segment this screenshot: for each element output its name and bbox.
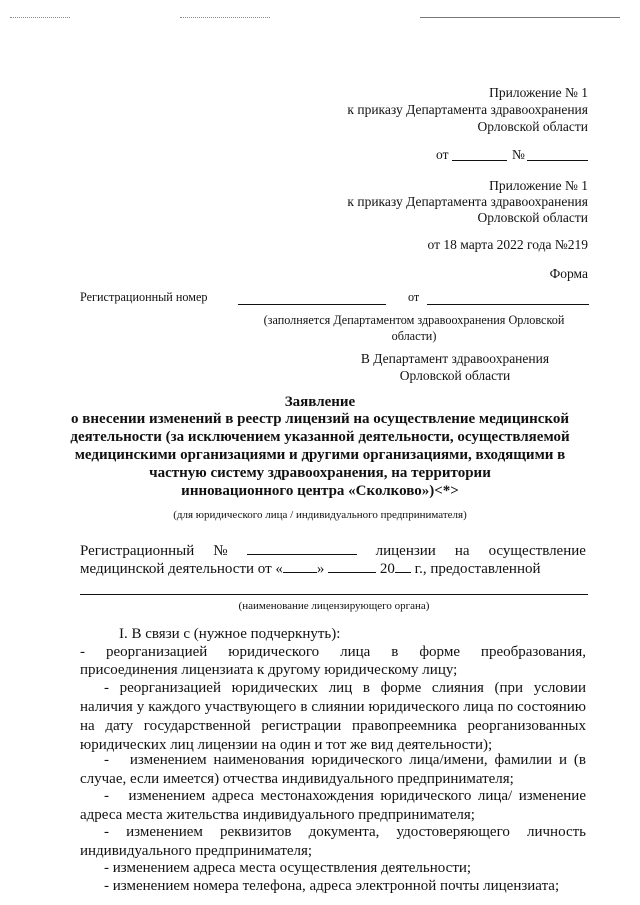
license-quote: »: [316, 561, 325, 577]
addressee-line-2: Орловской области: [399, 368, 511, 383]
appendix-date-line: [452, 160, 507, 161]
license-word: Регистрационный: [80, 543, 195, 559]
list-item: - изменением номера телефона, адреса электронной почты лицензиата;: [104, 878, 560, 894]
appendix-line-2: к приказу Департамента здравоохранения: [347, 102, 588, 117]
licensing-authority-note: (наименование лицензирующего органа): [238, 600, 430, 612]
scan-artifact: [420, 17, 620, 18]
license-number-label: №: [213, 543, 228, 559]
document-title-line: частную систему здравоохранения, на территории: [149, 465, 491, 481]
appendix-from-label: от: [436, 147, 449, 162]
license-month-field[interactable]: [328, 560, 376, 573]
document-title: Заявление: [284, 394, 356, 410]
reg-number-line: [238, 304, 386, 305]
reg-note: (заполняется Департаментом здравоохранения Орловской: [263, 313, 565, 327]
reg-number-label: Регистрационный номер: [80, 290, 208, 304]
list-item: - реорганизацией юридических лиц в форме слияния (при условии наличия у каждого участвующего в слиянии юридического лица по состоянию на дату государственной регистрации правопреемника реорганизованных юридических лиц лицензии на один и тот же вид деятельности);: [80, 680, 586, 753]
appendix-date: от 18 марта 2022 года №219: [427, 237, 588, 252]
appendix-line-3: Орловской области: [477, 119, 588, 134]
list-item-cont: присоединения лицензиата к другому юридическому лицу;: [80, 662, 458, 678]
license-year-prefix: 20: [379, 561, 395, 577]
document-title-line: о внесении изменений в реестр лицензий на осуществление медицинской: [70, 411, 569, 427]
license-word: на: [454, 543, 470, 559]
appendix-title-1: Приложение № 1: [489, 85, 588, 100]
license-word: осуществление: [488, 543, 586, 559]
scan-artifact: [180, 17, 270, 18]
document-title-line: медицинскими организациями и другими организациями, входящими в: [74, 447, 566, 463]
list-item: - изменением адреса места осуществления деятельности;: [104, 860, 472, 876]
scan-artifact: [10, 17, 70, 18]
reg-from-label: от: [408, 290, 420, 304]
applicant-type-note: (для юридического лица / индивидуального предпринимателя): [173, 509, 467, 521]
appendix-title-2: Приложение № 1: [489, 178, 588, 193]
document-title-line: инновационного центра «Сколково»)<*>: [181, 483, 459, 499]
license-granted-label: г., предоставленной: [410, 561, 541, 577]
list-item: - реорганизацией юридического лица в форме преобразования,: [80, 644, 586, 660]
appendix-line-3b: Орловской области: [477, 210, 588, 225]
appendix-number-label: №: [512, 147, 525, 162]
license-year-field[interactable]: [395, 560, 411, 573]
section-heading: I. В связи с (нужное подчеркнуть):: [119, 626, 341, 642]
licensing-authority-line: [80, 594, 588, 595]
reg-date-line: [427, 304, 589, 305]
license-line-1: [80, 542, 586, 561]
list-item: - изменением реквизитов документа, удостоверяющего личность индивидуального предпринимателя;: [80, 824, 590, 859]
appendix-line-2b: к приказу Департамента здравоохранения: [347, 194, 588, 209]
license-date-label: медицинской деятельности от «: [80, 561, 283, 577]
list-item: - изменением адреса местонахождения юридического лица/ изменение адреса места жительства индивидуального предпринимателя;: [80, 788, 590, 823]
license-day-field[interactable]: [283, 560, 317, 573]
license-word: лицензии: [375, 543, 436, 559]
appendix-number-line: [527, 160, 588, 161]
list-item: - изменением наименования юридического лица/имени, фамилии и (в случае, если имеется) отчества индивидуального предпринимателя;: [80, 752, 590, 787]
license-number-field[interactable]: [247, 542, 357, 555]
license-line-2: [80, 560, 586, 579]
reg-note-2: области): [391, 329, 437, 343]
addressee-line-1: В Департамент здравоохранения: [360, 351, 550, 366]
form-label: Форма: [549, 266, 588, 281]
document-title-line: деятельности (за исключением указанной деятельности, осуществляемой: [70, 429, 570, 445]
